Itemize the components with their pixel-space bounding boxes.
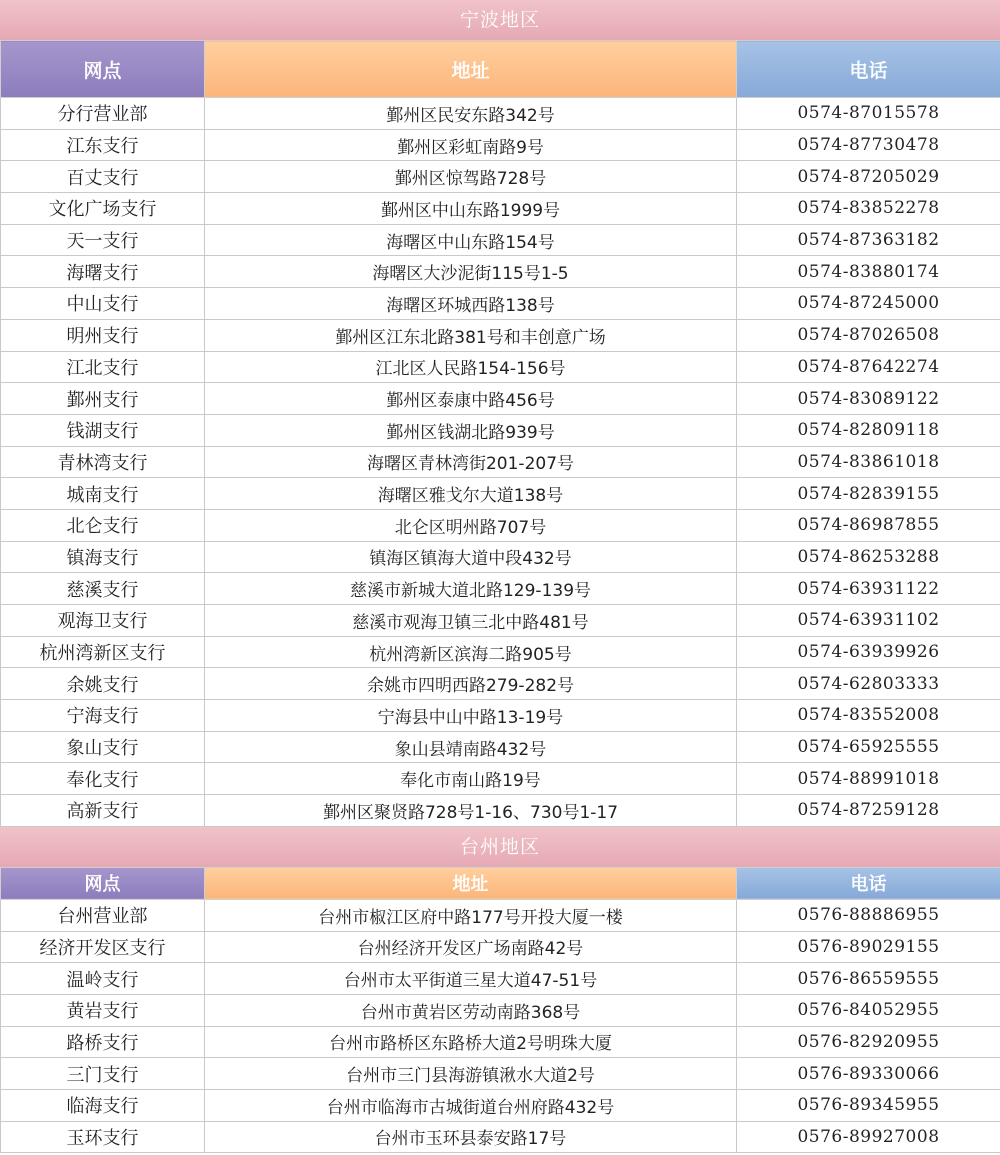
phone-cell: 0574-63931122 xyxy=(737,573,1000,605)
address-cell: 北仑区明州路707号 xyxy=(205,509,737,541)
phone-cell: 0576-88886955 xyxy=(737,899,1000,931)
phone-cell: 0574-83089122 xyxy=(737,383,1000,415)
table-row xyxy=(1,1121,1000,1153)
address-cell: 鄞州区江东北路381号和丰创意广场 xyxy=(205,319,737,351)
table-row xyxy=(1,899,1000,931)
taizhou-table-header xyxy=(1,867,1000,899)
address-cell: 鄞州区中山东路1999号 xyxy=(205,193,737,225)
address-cell: 宁海县中山中路13-19号 xyxy=(205,700,737,732)
phone-cell: 0574-82839155 xyxy=(737,478,1000,510)
phone-cell: 0574-86253288 xyxy=(737,541,1000,573)
phone-cell: 0574-87026508 xyxy=(737,319,1000,351)
branch-name-cell: 天一支行 xyxy=(1,224,205,256)
table-row xyxy=(1,994,1000,1026)
address-cell: 台州市玉环县泰安路17号 xyxy=(205,1121,737,1153)
address-cell: 台州市临海市古城街道台州府路432号 xyxy=(205,1089,737,1121)
table-row xyxy=(1,446,1000,478)
phone-cell: 0574-87259128 xyxy=(737,795,1000,827)
branch-name-cell: 三门支行 xyxy=(1,1058,205,1090)
branch-name-cell: 高新支行 xyxy=(1,795,205,827)
phone-cell: 0574-65925555 xyxy=(737,731,1000,763)
branch-name-cell: 分行营业部 xyxy=(1,98,205,130)
branch-name-cell: 慈溪支行 xyxy=(1,573,205,605)
address-cell: 鄞州区彩虹南路9号 xyxy=(205,129,737,161)
branch-name-cell: 钱湖支行 xyxy=(1,414,205,446)
table-row xyxy=(1,288,1000,320)
phone-cell: 0576-86559555 xyxy=(737,963,1000,995)
phone-cell: 0576-89927008 xyxy=(737,1121,1000,1153)
table-row xyxy=(1,731,1000,763)
header-phone: 电话 xyxy=(737,867,1000,899)
phone-cell: 0576-89330066 xyxy=(737,1058,1000,1090)
branch-name-cell: 百丈支行 xyxy=(1,161,205,193)
phone-cell: 0574-82809118 xyxy=(737,414,1000,446)
table-row xyxy=(1,193,1000,225)
branch-name-cell: 镇海支行 xyxy=(1,541,205,573)
ningbo-region-title: 宁波地区 xyxy=(0,0,1000,40)
ningbo-table-header xyxy=(1,41,1000,98)
table-row xyxy=(1,509,1000,541)
header-branch: 网点 xyxy=(1,41,205,98)
table-row xyxy=(1,1058,1000,1090)
branch-name-cell: 杭州湾新区支行 xyxy=(1,636,205,668)
table-row xyxy=(1,795,1000,827)
phone-cell: 0574-87730478 xyxy=(737,129,1000,161)
table-row xyxy=(1,763,1000,795)
table-row xyxy=(1,700,1000,732)
address-cell: 鄞州区泰康中路456号 xyxy=(205,383,737,415)
table-row xyxy=(1,161,1000,193)
address-cell: 台州市太平街道三星大道47-51号 xyxy=(205,963,737,995)
phone-cell: 0574-87015578 xyxy=(737,98,1000,130)
address-cell: 海曙区大沙泥街115号1-5 xyxy=(205,256,737,288)
address-cell: 台州市椒江区府中路177号开投大厦一楼 xyxy=(205,899,737,931)
address-cell: 海曙区环城西路138号 xyxy=(205,288,737,320)
table-row xyxy=(1,1026,1000,1058)
table-row xyxy=(1,478,1000,510)
address-cell: 鄞州区聚贤路728号1-16、730号1-17 xyxy=(205,795,737,827)
table-row xyxy=(1,668,1000,700)
table-row xyxy=(1,256,1000,288)
phone-cell: 0574-63931102 xyxy=(737,605,1000,637)
branch-name-cell: 黄岩支行 xyxy=(1,994,205,1026)
phone-cell: 0574-62803333 xyxy=(737,668,1000,700)
address-cell: 海曙区青林湾街201-207号 xyxy=(205,446,737,478)
phone-cell: 0574-88991018 xyxy=(737,763,1000,795)
table-row xyxy=(1,414,1000,446)
table-row xyxy=(1,636,1000,668)
address-cell: 象山县靖南路432号 xyxy=(205,731,737,763)
header-address: 地址 xyxy=(205,867,737,899)
branch-name-cell: 江东支行 xyxy=(1,129,205,161)
branch-name-cell: 城南支行 xyxy=(1,478,205,510)
phone-cell: 0576-89029155 xyxy=(737,931,1000,963)
branch-name-cell: 余姚支行 xyxy=(1,668,205,700)
phone-cell: 0574-87363182 xyxy=(737,224,1000,256)
branch-name-cell: 海曙支行 xyxy=(1,256,205,288)
ningbo-table-body xyxy=(1,98,1000,827)
branch-name-cell: 江北支行 xyxy=(1,351,205,383)
table-row xyxy=(1,573,1000,605)
branch-name-cell: 温岭支行 xyxy=(1,963,205,995)
branch-name-cell: 北仑支行 xyxy=(1,509,205,541)
phone-cell: 0574-87642274 xyxy=(737,351,1000,383)
branch-name-cell: 明州支行 xyxy=(1,319,205,351)
ningbo-branch-table xyxy=(0,40,1000,827)
taizhou-branch-table xyxy=(0,867,1000,1154)
branch-name-cell: 观海卫支行 xyxy=(1,605,205,637)
phone-cell: 0574-63939926 xyxy=(737,636,1000,668)
taizhou-table-body xyxy=(1,899,1000,1153)
branch-name-cell: 象山支行 xyxy=(1,731,205,763)
table-row xyxy=(1,319,1000,351)
header-branch: 网点 xyxy=(1,867,205,899)
branch-name-cell: 玉环支行 xyxy=(1,1121,205,1153)
branch-name-cell: 文化广场支行 xyxy=(1,193,205,225)
header-phone: 电话 xyxy=(737,41,1000,98)
header-address: 地址 xyxy=(205,41,737,98)
address-cell: 鄞州区钱湖北路939号 xyxy=(205,414,737,446)
phone-cell: 0576-82920955 xyxy=(737,1026,1000,1058)
phone-cell: 0576-84052955 xyxy=(737,994,1000,1026)
address-cell: 台州市黄岩区劳动南路368号 xyxy=(205,994,737,1026)
address-cell: 慈溪市新城大道北路129-139号 xyxy=(205,573,737,605)
table-row xyxy=(1,351,1000,383)
table-row xyxy=(1,605,1000,637)
address-cell: 奉化市南山路19号 xyxy=(205,763,737,795)
phone-cell: 0576-89345955 xyxy=(737,1089,1000,1121)
address-cell: 江北区人民路154-156号 xyxy=(205,351,737,383)
phone-cell: 0574-83852278 xyxy=(737,193,1000,225)
branch-name-cell: 中山支行 xyxy=(1,288,205,320)
branch-name-cell: 经济开发区支行 xyxy=(1,931,205,963)
address-cell: 海曙区雅戈尔大道138号 xyxy=(205,478,737,510)
table-row xyxy=(1,963,1000,995)
phone-cell: 0574-83880174 xyxy=(737,256,1000,288)
address-cell: 慈溪市观海卫镇三北中路481号 xyxy=(205,605,737,637)
phone-cell: 0574-83552008 xyxy=(737,700,1000,732)
phone-cell: 0574-83861018 xyxy=(737,446,1000,478)
address-cell: 余姚市四明西路279-282号 xyxy=(205,668,737,700)
address-cell: 台州市三门县海游镇湫水大道2号 xyxy=(205,1058,737,1090)
taizhou-region-title: 台州地区 xyxy=(0,827,1000,867)
address-cell: 鄞州区惊驾路728号 xyxy=(205,161,737,193)
branch-name-cell: 台州营业部 xyxy=(1,899,205,931)
table-row xyxy=(1,383,1000,415)
phone-cell: 0574-87205029 xyxy=(737,161,1000,193)
table-row xyxy=(1,98,1000,130)
branch-name-cell: 鄞州支行 xyxy=(1,383,205,415)
branch-name-cell: 路桥支行 xyxy=(1,1026,205,1058)
table-row xyxy=(1,224,1000,256)
branch-name-cell: 临海支行 xyxy=(1,1089,205,1121)
phone-cell: 0574-86987855 xyxy=(737,509,1000,541)
address-cell: 杭州湾新区滨海二路905号 xyxy=(205,636,737,668)
branch-name-cell: 奉化支行 xyxy=(1,763,205,795)
table-row xyxy=(1,129,1000,161)
address-cell: 台州经济开发区广场南路42号 xyxy=(205,931,737,963)
branch-name-cell: 宁海支行 xyxy=(1,700,205,732)
branch-name-cell: 青林湾支行 xyxy=(1,446,205,478)
address-cell: 鄞州区民安东路342号 xyxy=(205,98,737,130)
address-cell: 台州市路桥区东路桥大道2号明珠大厦 xyxy=(205,1026,737,1058)
address-cell: 海曙区中山东路154号 xyxy=(205,224,737,256)
table-row xyxy=(1,541,1000,573)
address-cell: 镇海区镇海大道中段432号 xyxy=(205,541,737,573)
table-row xyxy=(1,1089,1000,1121)
phone-cell: 0574-87245000 xyxy=(737,288,1000,320)
table-row xyxy=(1,931,1000,963)
